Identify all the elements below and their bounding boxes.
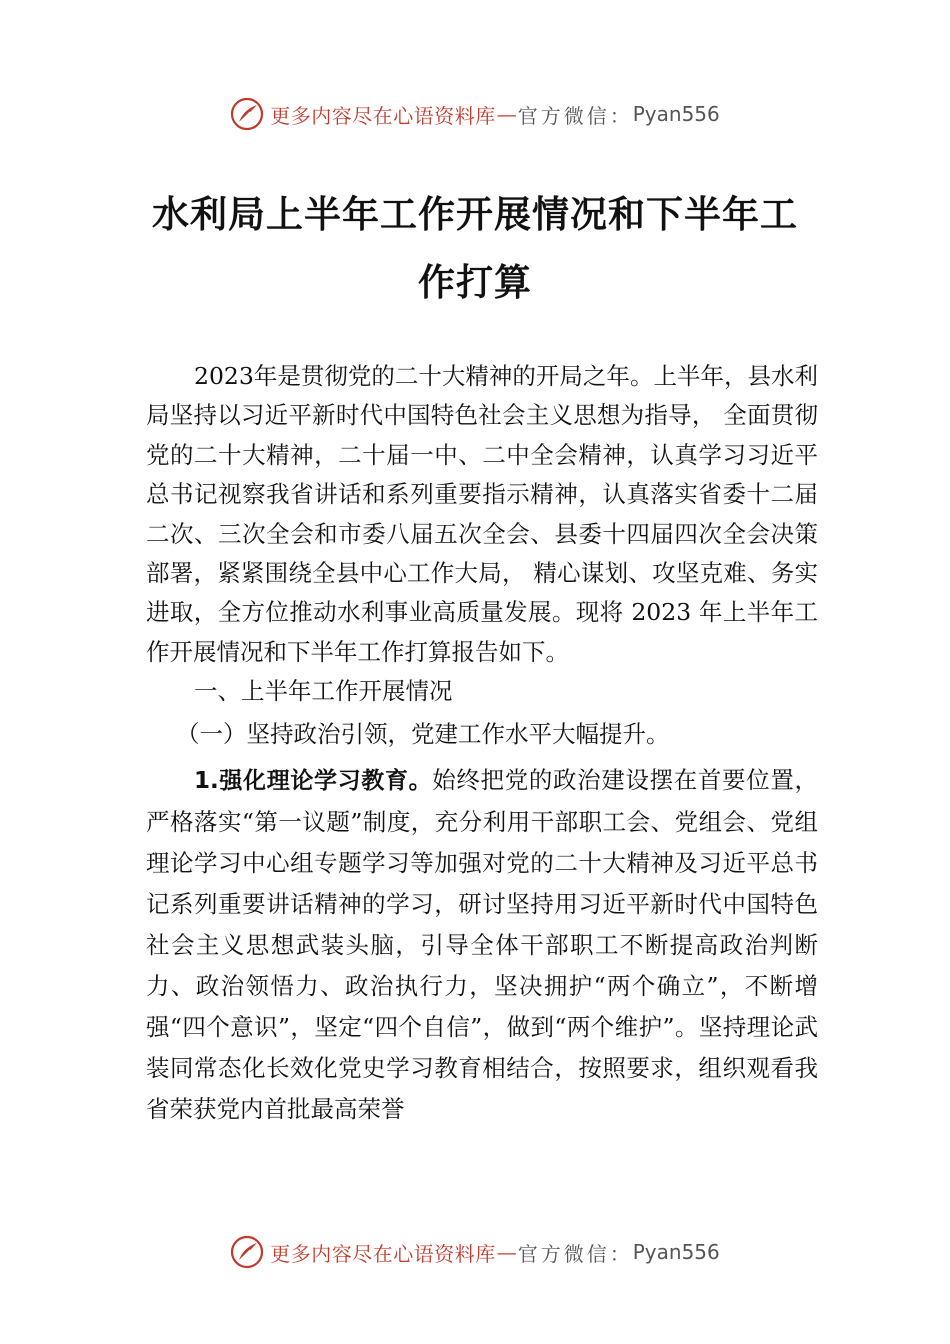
feather-logo-icon [230,1235,264,1269]
document-title: 水利局上半年工作开展情况和下半年工作打算 [152,192,798,304]
feather-logo-icon [230,97,264,131]
document-body [146,357,818,1130]
header-banner [0,94,950,134]
item-text: 始终把党的政治建设摆在首要位置，严格落实“第一议题”制度，充分利用干部职工会、党组会、党组理论学习中心组专题学习等加强对党的二十大精神及习近平总书记系列重要讲话精神的学习，研讨坚持用习近平新时代中国特色社会主义思想武装头脑，引导全体干部职工不断提高政治判断力、政治领悟力、政治执行力，坚决拥护“两个确立”，不断增强“四个意识”，坚定“四个自信”，做到“两个维护”。坚持理论武装同常态化长效化党史学习教育相结合，按照要求，组织观看我省荣获党内首批最高荣誉 [146,766,818,1124]
banner-text: 更多内容尽在心语资料库 [270,103,496,128]
banner-dash: — [496,102,517,126]
banner-wechat-id: Pyan556 [632,1240,720,1264]
banner-wechat-id: Pyan556 [632,102,720,126]
banner-dash: — [496,1240,517,1264]
intro-paragraph: 2023年是贯彻党的二十大精神的开局之年。上半年，县水利局坚持以习近平新时代中国特色社会主义思想为指导， 全面贯彻党的二十大精神，二十届一中、二中全会精神，认真学习习近平总书记视察我省讲话和系列重要指示精神，认真落实省委十二届二次、三次全会和市委八届五次全会、县委十四届四次全会决策部署，紧紧围绕全县中心工作大局， 精心谋划、攻坚克难、务实进取，全方位推动水利事业高质量发展。现将 2023 年上半年工作开展情况和下半年工作打算报告如下。 [146,362,818,666]
item-lead: 1.强化理论学习教育。 [194,768,433,795]
item-paragraph [146,760,818,1130]
subsection-heading: （一）坚持政治引领，党建工作水平大幅提升。 [176,719,670,748]
banner-wechat-label: 官方微信： [517,1241,633,1266]
section-heading: 一、上半年工作开展情况 [194,677,453,706]
footer-banner [0,1232,950,1272]
banner-wechat-label: 官方微信： [517,103,633,128]
banner-text: 更多内容尽在心语资料库 [270,1241,496,1266]
